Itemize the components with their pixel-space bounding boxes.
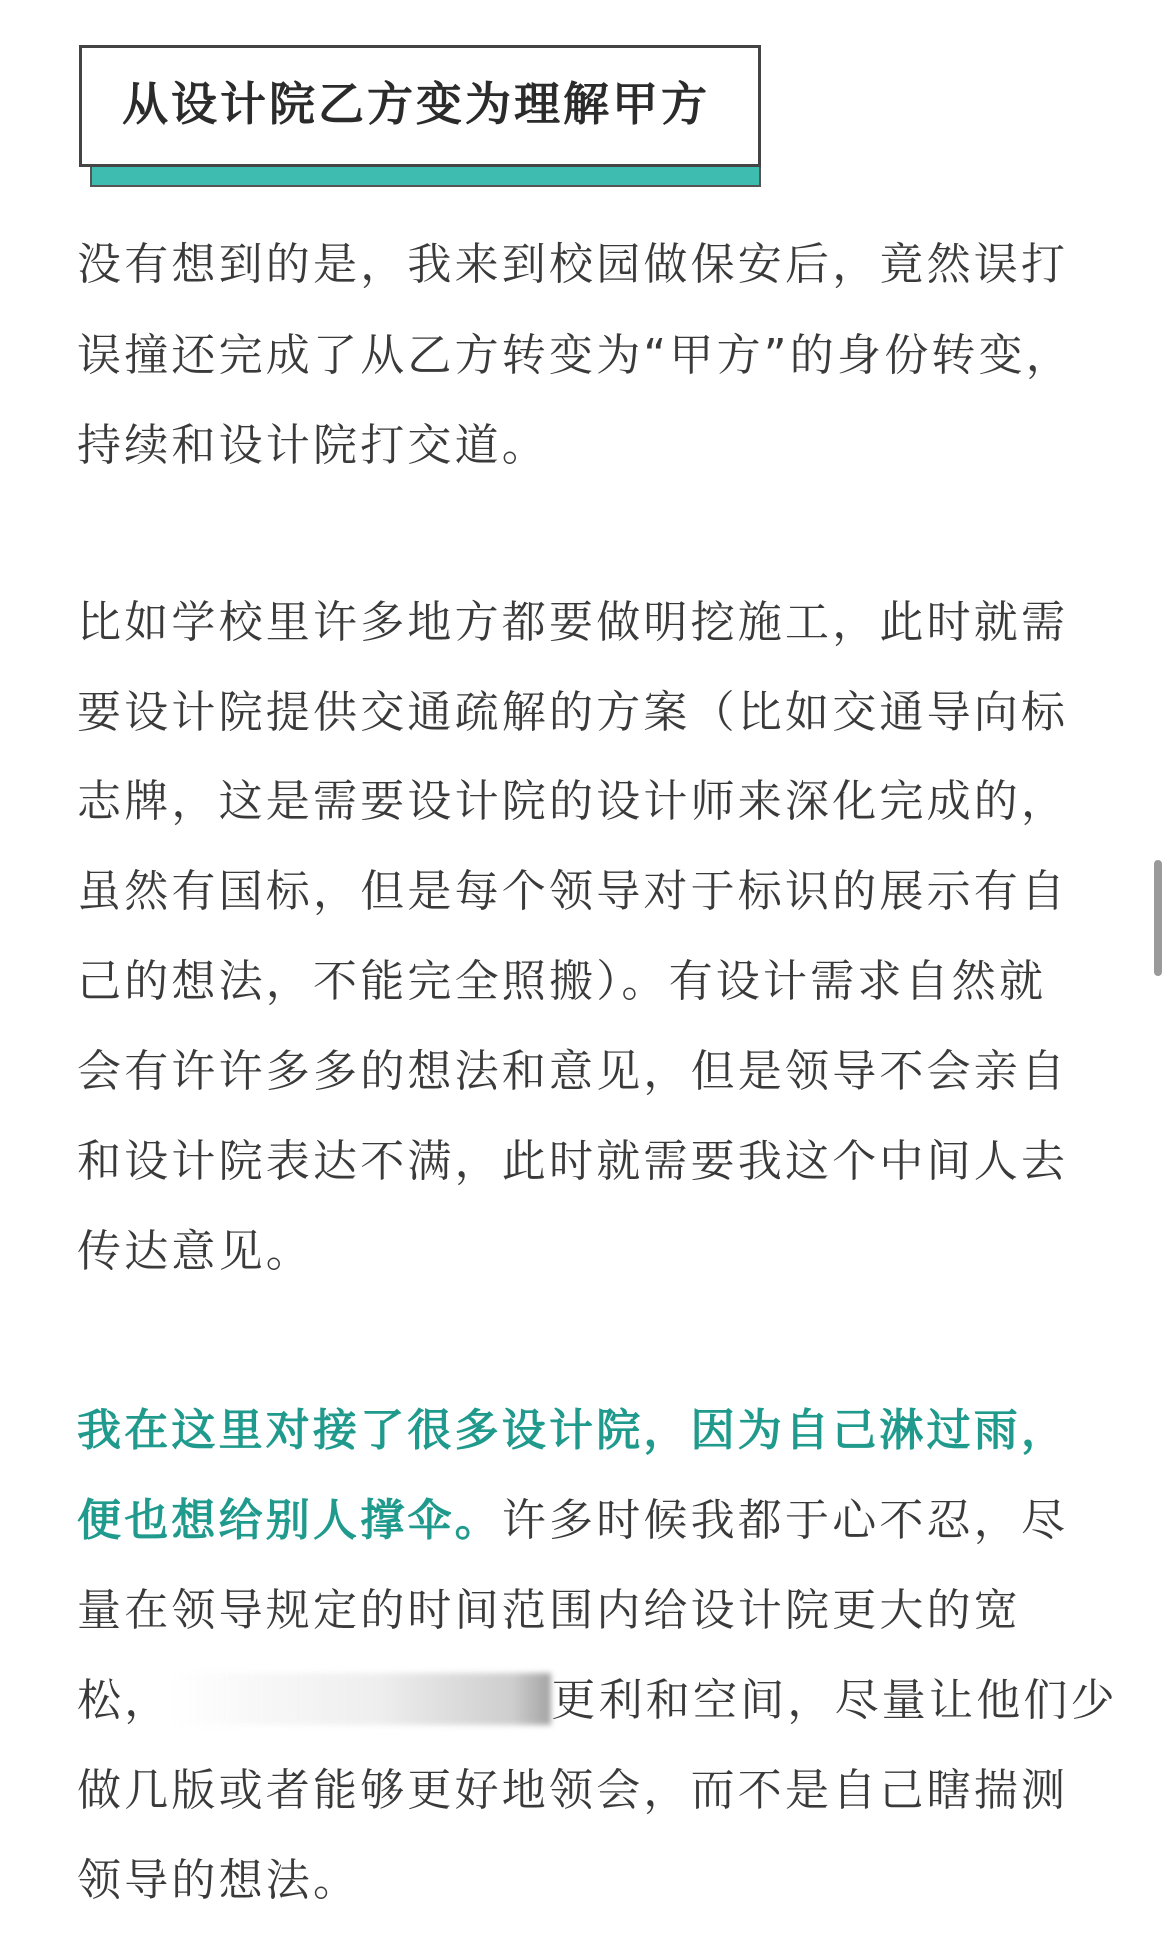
paragraph-3-line-4 <box>77 1671 1118 1731</box>
paragraph-2-line-2: 要设计院提供交通疏解的方案（比如交通导向标 <box>77 687 1069 738</box>
paragraph-2-line-5: 己的想法，不能完全照搬）。有设计需求自然就 <box>77 956 1047 1007</box>
scrollbar-thumb[interactable] <box>1154 860 1162 976</box>
paragraph-3-line-2-rest: 许多时候我都于心不忍，尽 <box>501 1495 1069 1546</box>
section-heading <box>79 45 761 187</box>
paragraph-3-line-5: 做几版或者能够更好地领会，而不是自己瞎揣测 <box>77 1765 1069 1816</box>
paragraph-3-line-4-end: 更利和空间，尽量让他们少 <box>551 1675 1118 1726</box>
paragraph-2-line-8: 传达意见。 <box>77 1226 313 1277</box>
paragraph-3-line-6: 领导的想法。 <box>77 1855 361 1906</box>
paragraph-2-line-1: 比如学校里许多地方都要做明挖施工，此时就需 <box>77 597 1069 648</box>
paragraph-1-line-2: 误撞还完成了从乙方转变为“甲方”的身份转变， <box>77 330 1073 381</box>
paragraph-1-line-3: 持续和设计院打交道。 <box>77 420 549 471</box>
paragraph-3-line-3: 量在领导规定的时间范围内给设计院更大的宽 <box>77 1585 1021 1636</box>
paragraph-1-line-1: 没有想到的是，我来到校园做保安后，竟然误打 <box>77 239 1069 290</box>
heading-title: 从设计院乙方变为理解甲方 <box>122 77 710 131</box>
paragraph-3-line-2 <box>77 1491 1068 1551</box>
paragraph-2-line-6: 会有许许多多的想法和意见，但是领导不会亲自 <box>77 1046 1069 1097</box>
paragraph-3-highlight-line-1: 我在这里对接了很多设计院，因为自己淋过雨， <box>77 1405 1069 1456</box>
redacted-text-blur <box>171 1673 551 1725</box>
heading-box <box>79 45 761 167</box>
paragraph-3-line-4-start: 松， <box>77 1675 172 1726</box>
paragraph-2-line-3: 志牌，这是需要设计院的设计师来深化完成的， <box>77 776 1069 827</box>
paragraph-2-line-7: 和设计院表达不满，此时就需要我这个中间人去 <box>77 1136 1069 1187</box>
paragraph-3-highlight-line-2: 便也想给别人撑伞。 <box>77 1495 502 1546</box>
paragraph-2-line-4: 虽然有国标，但是每个领导对于标识的展示有自 <box>77 866 1069 917</box>
